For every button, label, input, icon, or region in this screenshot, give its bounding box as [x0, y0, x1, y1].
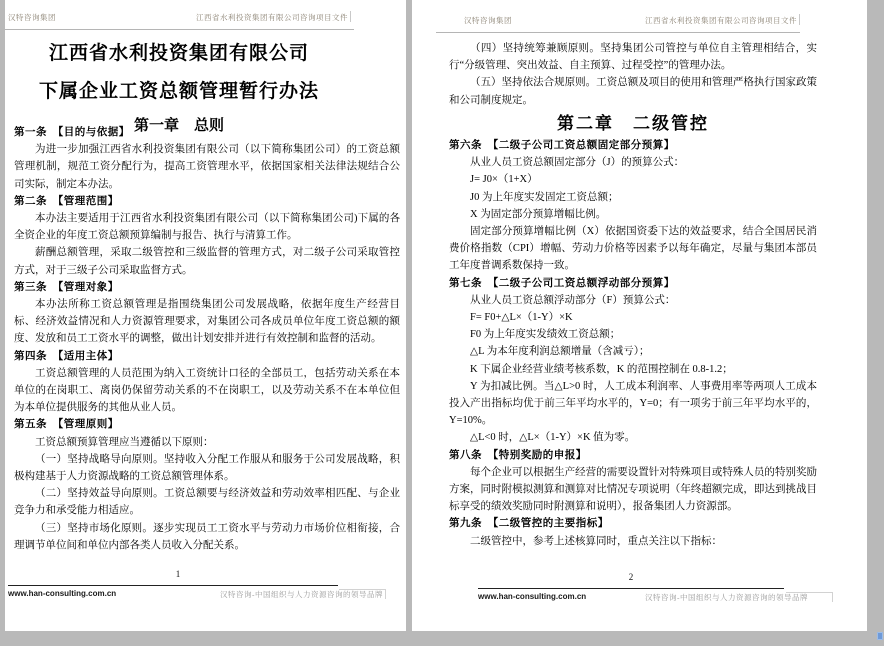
article-6-def-j0: J0 为上年度实发固定工资总额；	[470, 191, 619, 203]
page1-header	[8, 12, 348, 23]
document-title-line2: 下属企业工资总额管理暂行办法	[38, 81, 319, 102]
article-3-heading: 第三条 【管理对象】	[14, 281, 119, 293]
article-2-paragraph-2: 薪酬总额管理，采取二级管控和三级监督的管理方式，对二级子公司采取管控方式，对于三级子公司采取监督方式。	[14, 247, 400, 276]
page-gap	[406, 0, 412, 631]
page2-header-left: 汉特咨询集团	[464, 16, 512, 25]
footer-rule	[478, 588, 784, 589]
article-5-item-2: （二）坚持效益导向原则。工资总额要与经济效益和劳动效率相匹配、与企业竞争力和承受能力相适应。	[14, 488, 400, 517]
article-7-def-dl: △L 为本年度利润总额增量（含减亏）；	[470, 346, 650, 358]
article-5-item-1: （一）坚持战略导向原则。坚持收入分配工作服从和服务于公司发展战略，积极构建基于人力资源战略的工资总额管理体系。	[14, 453, 400, 483]
article-9-intro: 二级管控中，参考上述核算同时，重点关注以下指标：	[470, 535, 722, 547]
article-2-paragraph-1: 本办法主要适用于江西省水利投资集团有限公司（以下简称集团公司)下属的各全资企业的年度工资总额预算编制与报告、执行与清算工作。	[14, 213, 400, 242]
page2-header-right: 江西省水利投资集团有限公司咨询项目文件	[645, 16, 797, 25]
document-title-line1: 江西省水利投资集团有限公司	[48, 43, 309, 64]
article-4-paragraph: 工资总额管理的人员范围为纳入工资统计口径的全部员工，包括劳动关系在本单位的在岗职工、离岗仍保留劳动关系的不在岗职工，以及劳动关系不在本单位但为本单位提供服务的其他从业人员。	[14, 367, 400, 414]
article-9-heading: 第九条 【二级管控的主要指标】	[449, 518, 609, 530]
article-6-intro: 从业人员工资总额固定部分（J）的预算公式：	[470, 157, 685, 169]
chapter-2-heading: 第二章 二级管控	[557, 113, 709, 133]
header-boundary-mark	[350, 11, 351, 22]
page2-number: 2	[628, 572, 634, 582]
article-7-def-y: Y 为扣减比例。当△L>0 时，人工成本利润率、人事费用率等两项人工成本投入产出指标均优于前三年平均水平的，Y=0；有一项劣于前三年平均水平的，Y=10%。	[449, 380, 817, 427]
article-5-item-3: （三）坚持市场化原则。逐步实现员工工资水平与劳动力市场价位相衔接，合理调节单位间和单位内部各类人员收入分配关系。	[14, 522, 400, 551]
page1-body	[14, 124, 400, 554]
page1-number: 1	[175, 569, 181, 579]
article-5-item-5: （五）坚持依法合规原则。工资总额及项目的使用和管理严格执行国家政策和公司制度规定。	[449, 77, 817, 106]
header-rule	[436, 32, 800, 33]
page2-body	[449, 40, 817, 550]
page1-footer	[8, 589, 383, 600]
canvas-right-gutter	[867, 0, 884, 646]
title-block	[13, 38, 345, 135]
article-7-heading: 第七条 【二级子公司工资总额浮动部分预算】	[449, 277, 675, 289]
article-3-paragraph: 本办法所称工资总额管理是指围绕集团公司发展战略，依据年度生产经营目标、经济效益情况和人力资源管理要求，对集团公司各成员单位年度工资总额的额度、发放和员工工资水平的调整，做出计划安排并进行有效控制和监督的活动。	[14, 299, 400, 345]
page2-footer	[478, 592, 808, 603]
article-5-item-4: （四）坚持统筹兼顾原则。坚持集团公司管控与单位自主管理相结合，实行“分级管理、突出效益、自主预算、过程受控”的管理办法。	[449, 43, 817, 72]
page1-header-right: 江西省水利投资集团有限公司咨询项目文件	[196, 13, 348, 22]
article-6-def-x: X 为固定部分预算增幅比例。	[470, 208, 607, 220]
article-6-formula: J= J0×（1+X）	[470, 174, 538, 186]
page2-header	[464, 15, 797, 26]
article-7-def-k: K 下属企业经营业绩考核系数，K 的范围控制在 0.8-1.2；	[470, 363, 733, 375]
footer-brand-text: 汉特咨询-中国组织与人力资源咨询的领导品牌	[645, 593, 808, 602]
footer-boundary-mark	[786, 592, 833, 602]
article-8-paragraph: 每个企业可以根据生产经营的需要设置针对特殊项目或特殊人员的特别奖励方案，同时附模拟测算和测算对比情况专项说明（年终超额完成，即达到挑战目标享受的绩效奖励同时附测算和说明），报备集团人力资源部。	[449, 466, 817, 513]
page1-header-left: 汉特咨询集团	[8, 13, 56, 22]
footer-brand-text: 汉特咨询-中国组织与人力资源咨询的领导品牌	[220, 590, 383, 599]
footer-boundary-mark	[339, 589, 386, 599]
clipped-icon-fragment[interactable]	[877, 632, 883, 640]
article-7-def-f0: F0 为上年度实发绩效工资总额；	[470, 329, 621, 341]
article-1-heading: 第一条 【目的与依据】	[14, 127, 130, 138]
document-page-2[interactable]	[412, 0, 867, 631]
footer-rule	[8, 585, 338, 586]
footer-website-link[interactable]: www.han-consulting.com.cn	[8, 589, 117, 598]
article-7-formula: F= F0+△L×（1-Y）×K	[470, 312, 573, 324]
article-7-note: △L<0 时，△L×（1-Y）×K 值为零。	[470, 432, 636, 444]
article-1-paragraph: 为进一步加强江西省水利投资集团有限公司（以下简称集团公司）的工资总额管理机制，规范工资分配行为，提高工资管理水平，依据国家相关法律法规结合公司实际，制定本办法。	[14, 144, 400, 190]
article-6-heading: 第六条 【二级子公司工资总额固定部分预算】	[449, 140, 675, 152]
footer-website-link[interactable]: www.han-consulting.com.cn	[478, 592, 587, 601]
header-rule	[5, 29, 354, 30]
document-page-1[interactable]	[5, 0, 406, 631]
article-7-intro: 从业人员工资总额浮动部分（F）预算公式：	[470, 294, 676, 306]
article-8-heading: 第八条 【特别奖励的申报】	[449, 449, 587, 461]
canvas-left-gutter	[0, 0, 5, 646]
article-4-heading: 第四条 【适用主体】	[14, 350, 119, 362]
article-5-heading: 第五条 【管理原则】	[14, 419, 119, 431]
article-5-intro: 工资总额预算管理应当遵循以下原则：	[35, 436, 214, 448]
header-boundary-mark	[799, 14, 800, 25]
canvas-bottom-band	[0, 631, 884, 646]
chapter-1-heading: 第一章 总则	[133, 117, 224, 134]
article-6-paragraph: 固定部分预算增幅比例（X）依据国资委下达的效益要求，结合全国居民消费价格指数（CPI）增幅、劳动力价格等因素予以每年确定，尽量与集团本部员工年度普调系数保持一致。	[449, 226, 817, 272]
article-2-heading: 第二条 【管理范围】	[14, 195, 119, 207]
